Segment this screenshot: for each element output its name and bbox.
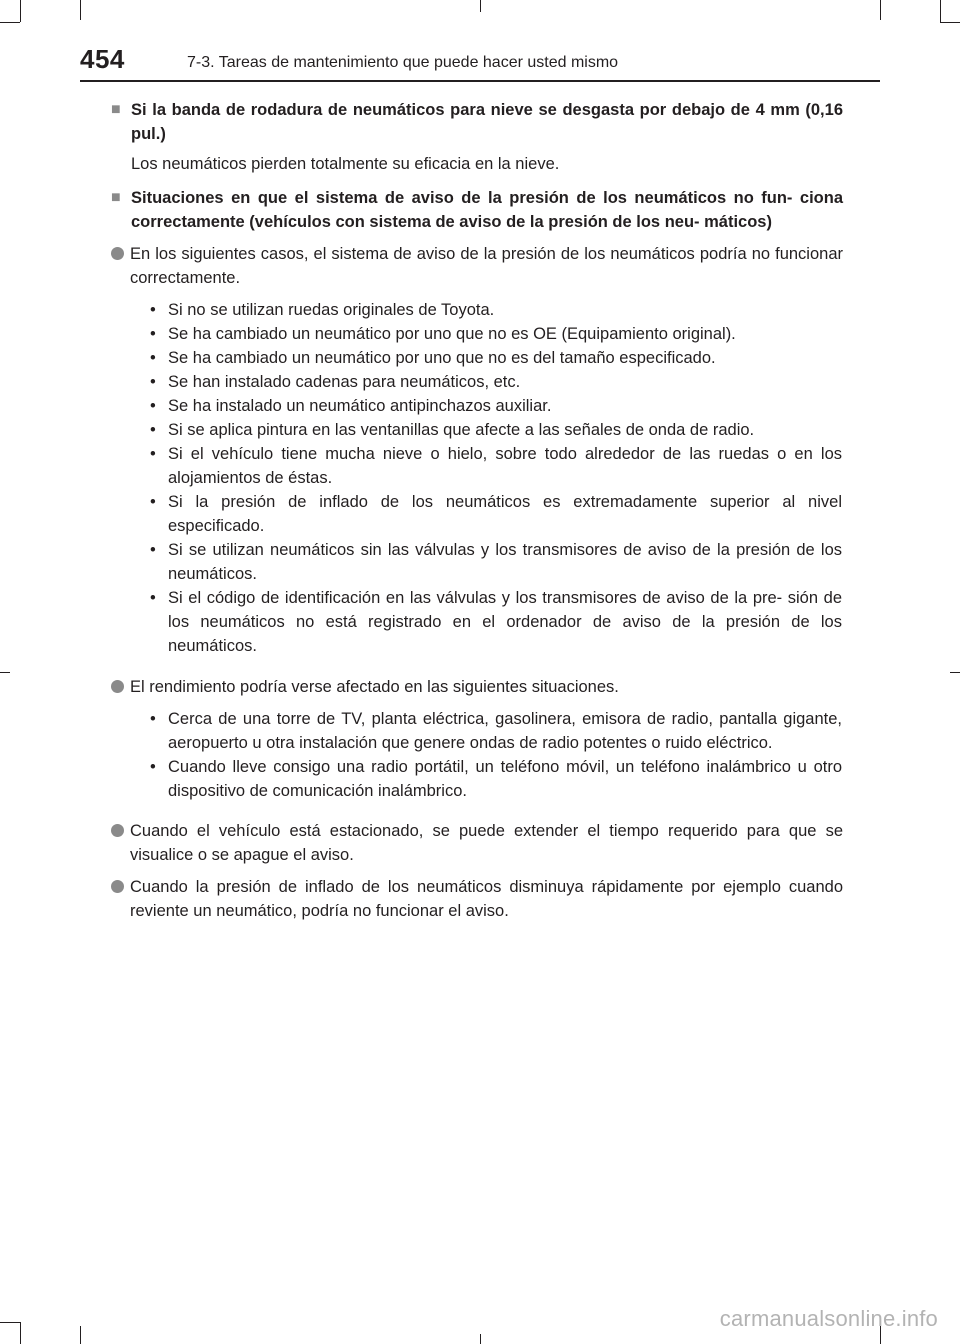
section-heading xyxy=(111,186,843,234)
bullet-item-text: Se ha cambiado un neumático por uno que no es OE (Equipamiento original). xyxy=(168,325,736,343)
round-bullet-icon xyxy=(111,680,124,693)
list-item xyxy=(111,819,843,867)
bullet-dot-icon: • xyxy=(150,493,156,511)
crop-mark xyxy=(20,0,21,22)
round-bullet-icon xyxy=(111,247,124,260)
crop-mark xyxy=(940,0,941,22)
list-item xyxy=(111,242,843,290)
square-bullet-icon: ■ xyxy=(111,101,121,118)
bullet-item xyxy=(150,538,842,586)
bullet-item-text: Si el vehículo tiene mucha nieve o hielo, sobre todo alrededor de las ruedas o en los alojamientos de éstas. xyxy=(168,445,842,487)
crop-mark xyxy=(0,1322,20,1323)
section-heading xyxy=(111,98,843,146)
crop-mark xyxy=(880,0,881,20)
crop-mark xyxy=(480,1334,481,1344)
bullet-item xyxy=(150,442,842,490)
bullet-item-text: Cerca de una torre de TV, planta eléctrica, gasolinera, emisora de radio, pantalla gigante, aeropuerto u otra instalación que genere ondas de radio potentes o ruido eléctrico. xyxy=(168,709,842,752)
bullet-item-text: Si se aplica pintura en las ventanillas que afecte a las señales de onda de radio. xyxy=(168,421,755,439)
header-divider xyxy=(80,80,880,82)
list-item-text: Cuando la presión de inflado de los neumáticos disminuya rápidamente por ejemplo cuando reviente un neumático, podría no funcionar el aviso. xyxy=(130,878,843,920)
bullet-dot-icon: • xyxy=(150,589,156,607)
bullet-item-text: Si la presión de inflado de los neumáticos es extremadamente superior al nivel especificado. xyxy=(168,493,842,535)
bullet-dot-icon: • xyxy=(150,421,156,439)
bullet-dot-icon: • xyxy=(150,349,156,367)
list-item-text: El rendimiento podría verse afectado en las siguientes situaciones. xyxy=(130,677,619,696)
bullet-dot-icon: • xyxy=(150,541,156,559)
crop-mark xyxy=(80,1326,81,1344)
item-list xyxy=(111,242,843,923)
crop-mark xyxy=(950,672,960,673)
bullet-item xyxy=(150,394,842,418)
watermark: carmanualsonline.info xyxy=(719,1306,938,1331)
bullet-item xyxy=(150,298,842,322)
crop-mark xyxy=(0,672,10,673)
paragraph: Los neumáticos pierden totalmente su eficacia en la nieve. xyxy=(131,155,560,173)
crop-mark xyxy=(0,22,20,23)
bullet-dot-icon: • xyxy=(150,325,156,343)
bullet-item xyxy=(150,490,842,538)
crop-mark xyxy=(480,0,481,12)
round-bullet-icon xyxy=(111,824,124,837)
bullet-dot-icon: • xyxy=(150,757,156,776)
section-heading-text: Situaciones en que el sistema de aviso de la presión de los neumáticos no fun- ciona correctamente (vehículos con sistema de aviso de la presión de los neu- máticos) xyxy=(131,189,843,231)
bullet-item-text: Si se utilizan neumáticos sin las válvulas y los transmisores de aviso de la presión de los neumáticos. xyxy=(168,541,842,583)
bullet-list xyxy=(150,298,842,658)
bullet-item-text: Si el código de identificación en las válvulas y los transmisores de aviso de la pre- sión de los neumáticos no está registrado en el ordenador de aviso de la presión de los neumáticos. xyxy=(168,589,842,655)
list-item xyxy=(111,675,843,699)
crop-mark xyxy=(20,1322,21,1344)
bullet-item-text: Se ha cambiado un neumático por uno que no es del tamaño especificado. xyxy=(168,349,716,367)
list-item xyxy=(111,875,843,923)
square-bullet-icon: ■ xyxy=(111,189,121,206)
page-content xyxy=(111,98,843,923)
crop-mark xyxy=(80,0,81,20)
page-header xyxy=(80,44,880,90)
section-title: 7-3. Tareas de mantenimiento que puede hacer usted mismo xyxy=(187,54,619,71)
bullet-item xyxy=(150,346,842,370)
section-heading-text: Si la banda de rodadura de neumáticos para nieve se desgasta por debajo de 4 mm (0,16 pul.) xyxy=(131,101,843,143)
bullet-dot-icon: • xyxy=(150,445,156,463)
round-bullet-icon xyxy=(111,880,124,893)
bullet-item xyxy=(150,418,842,442)
bullet-item-text: Se han instalado cadenas para neumáticos, etc. xyxy=(168,373,521,391)
bullet-item xyxy=(150,370,842,394)
bullet-dot-icon: • xyxy=(150,397,156,415)
bullet-item-text: Cuando lleve consigo una radio portátil, un teléfono móvil, un teléfono inalámbrico u otro dispositivo de comunicación inalámbrico. xyxy=(168,757,842,800)
bullet-dot-icon: • xyxy=(150,709,156,728)
page-number: 454 xyxy=(80,44,125,74)
list-item-text: En los siguientes casos, el sistema de aviso de la presión de los neumáticos podría no funcionar correctamente. xyxy=(130,245,843,287)
bullet-item xyxy=(150,755,842,803)
crop-mark xyxy=(940,22,960,23)
bullet-item xyxy=(150,707,842,755)
list-item-text: Cuando el vehículo está estacionado, se puede extender el tiempo requerido para que se visualice o se apague el aviso. xyxy=(130,822,843,864)
bullet-item-text: Si no se utilizan ruedas originales de Toyota. xyxy=(168,301,495,319)
bullet-item xyxy=(150,322,842,346)
bullet-list xyxy=(150,707,842,803)
bullet-item xyxy=(150,586,842,658)
bullet-dot-icon: • xyxy=(150,301,156,319)
bullet-dot-icon: • xyxy=(150,373,156,391)
bullet-item-text: Se ha instalado un neumático antipinchazos auxiliar. xyxy=(168,397,552,415)
